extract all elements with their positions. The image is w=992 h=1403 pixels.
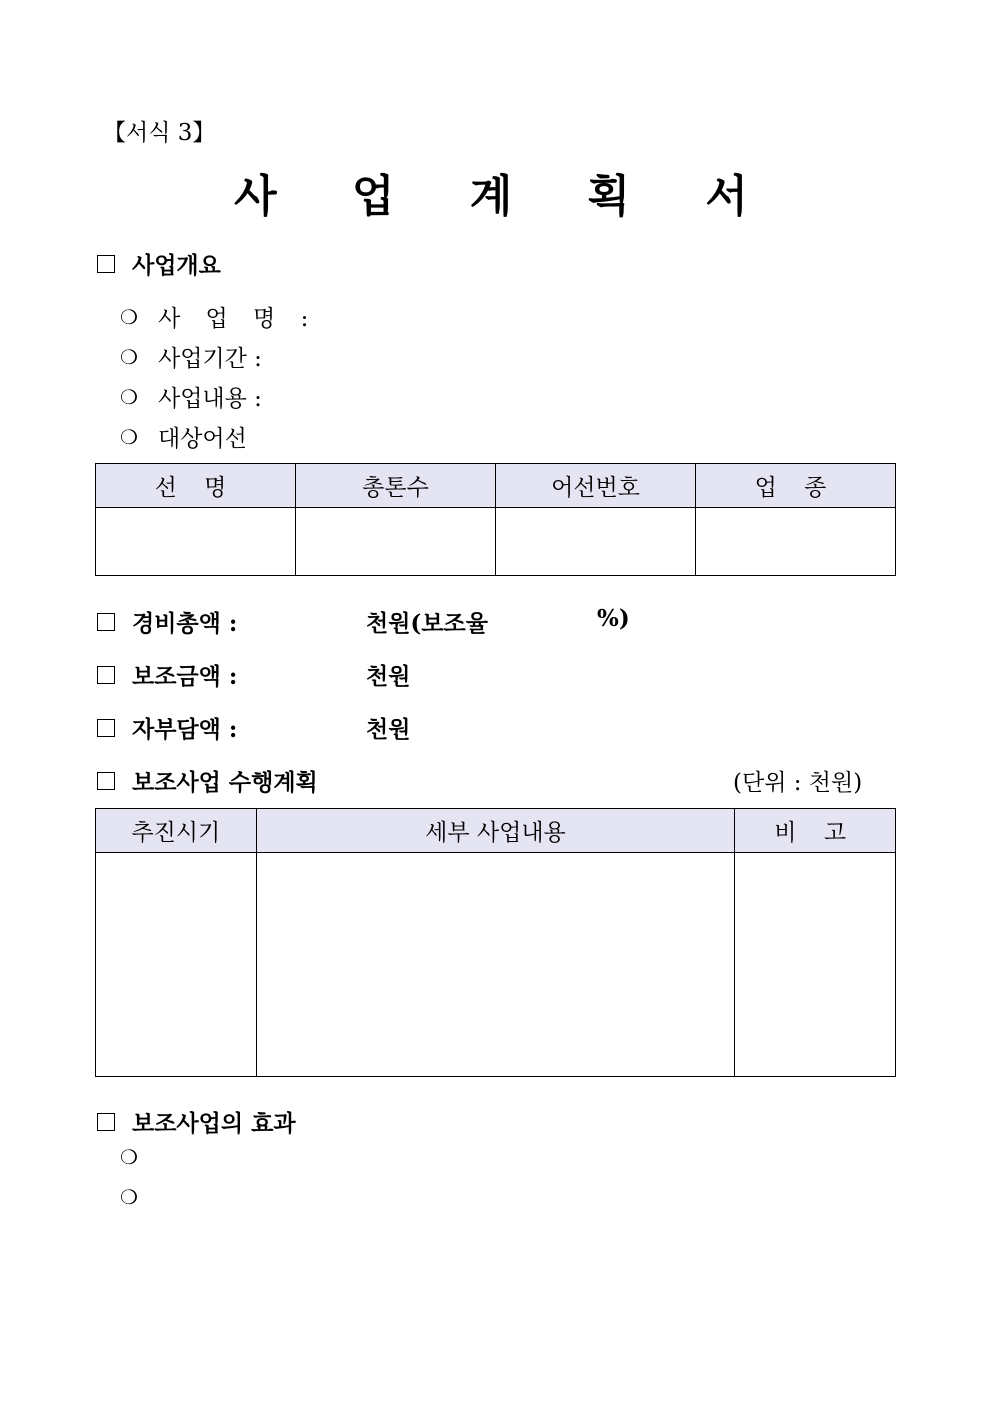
plan-section — [97, 764, 318, 797]
fishery-type-header: 업 종 — [696, 464, 896, 508]
unit-note: (단위 : 천원) — [733, 770, 863, 796]
subsidy-amount-unit: 천원 — [366, 663, 411, 690]
overview-heading: 사업개요 — [132, 252, 221, 279]
effects-section — [97, 1105, 296, 1138]
circle-bullet-icon: ❍ — [120, 1185, 138, 1209]
target-vessel-label: 대상어선 — [158, 426, 247, 452]
overview-item — [120, 380, 262, 413]
overview-item — [120, 420, 247, 453]
subsidy-amount-label: 보조금액 : — [132, 663, 238, 690]
business-period-label: 사업기간 : — [158, 346, 262, 372]
gross-tonnage-cell[interactable] — [296, 508, 496, 576]
overview-item — [120, 340, 262, 373]
business-content-label: 사업내용 : — [158, 386, 262, 412]
circle-bullet-icon: ❍ — [120, 384, 138, 409]
checkbox-square-icon — [97, 719, 115, 737]
vessel-table — [95, 463, 896, 576]
checkbox-square-icon — [97, 255, 115, 273]
detail-content-cell[interactable] — [256, 853, 735, 1077]
subsidy-amount-row — [97, 658, 237, 691]
form-number: 【서식 3】 — [103, 120, 216, 146]
effects-heading: 보조사업의 효과 — [132, 1110, 296, 1137]
checkbox-square-icon — [97, 1113, 115, 1131]
overview-item — [120, 300, 317, 333]
page-title: 사 업 계 획 서 — [234, 171, 778, 222]
checkbox-square-icon — [97, 772, 115, 790]
overview-section — [97, 247, 221, 280]
business-name-label: 사 업 명 : — [158, 306, 318, 332]
vessel-number-cell[interactable] — [496, 508, 696, 576]
vessel-number-header: 어선번호 — [496, 464, 696, 508]
total-cost-unit: 천원(보조율 — [366, 610, 488, 637]
plan-heading: 보조사업 수행계획 — [132, 769, 318, 796]
total-cost-label: 경비총액 : — [132, 610, 238, 637]
circle-bullet-icon: ❍ — [120, 344, 138, 369]
vessel-name-header: 선 명 — [96, 464, 296, 508]
circle-bullet-icon: ❍ — [120, 424, 138, 449]
effect-item — [120, 1145, 158, 1169]
circle-bullet-icon: ❍ — [120, 304, 138, 329]
remarks-cell[interactable] — [735, 853, 896, 1077]
schedule-header: 추진시기 — [96, 809, 257, 853]
fishery-type-cell[interactable] — [696, 508, 896, 576]
detail-content-header: 세부 사업내용 — [256, 809, 735, 853]
self-pay-row — [97, 711, 237, 744]
self-pay-label: 자부담액 : — [132, 716, 238, 743]
self-pay-unit: 천원 — [366, 716, 411, 743]
circle-bullet-icon: ❍ — [120, 1145, 138, 1169]
plan-table — [95, 808, 896, 1077]
subsidy-rate-percent: %) — [597, 605, 630, 632]
total-cost-row — [97, 605, 237, 638]
checkbox-square-icon — [97, 666, 115, 684]
gross-tonnage-header: 총톤수 — [296, 464, 496, 508]
schedule-cell[interactable] — [96, 853, 257, 1077]
remarks-header: 비 고 — [735, 809, 896, 853]
effect-item — [120, 1185, 158, 1209]
checkbox-square-icon — [97, 613, 115, 631]
vessel-name-cell[interactable] — [96, 508, 296, 576]
